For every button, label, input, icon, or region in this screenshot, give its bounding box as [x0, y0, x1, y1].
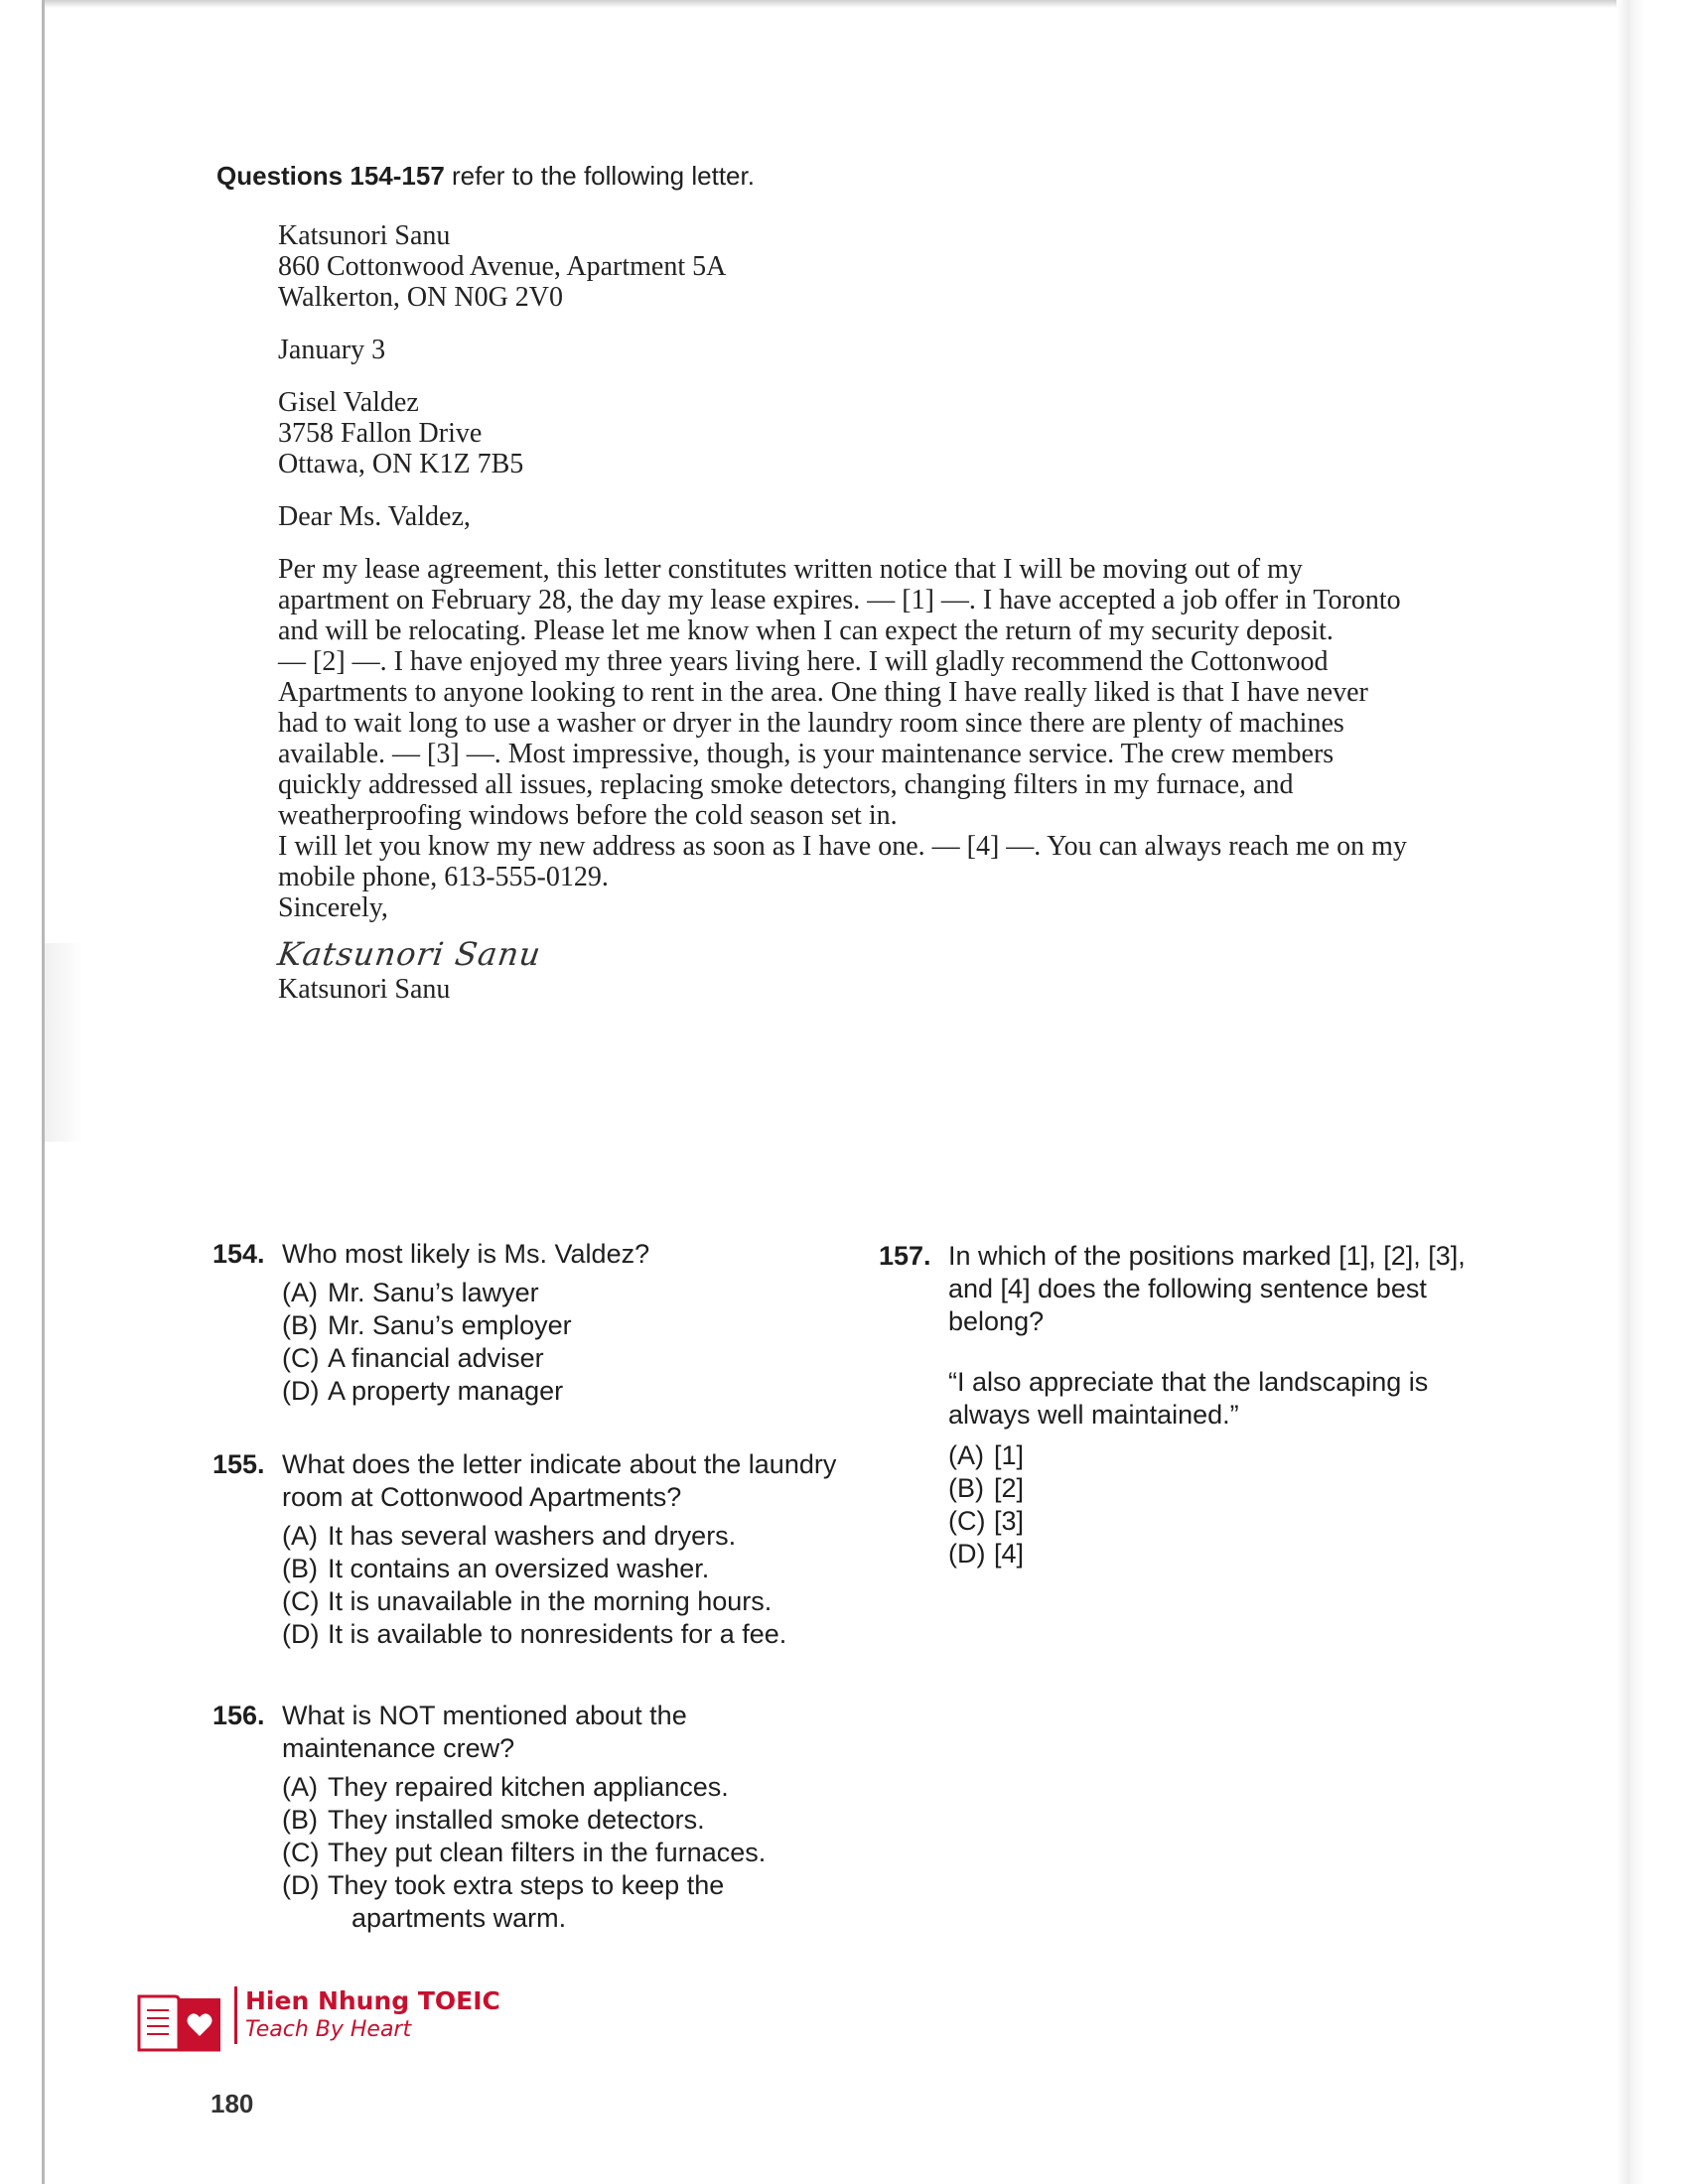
- question-text: Who most likely is Ms. Valdez?: [282, 1239, 650, 1269]
- scan-edge-top: [45, 0, 1633, 8]
- option-c[interactable]: (C) [3]: [948, 1506, 1025, 1536]
- question-text: What does the letter indicate about the laundry room at Cottonwood Apartments?: [282, 1449, 837, 1512]
- closing: Sincerely,: [278, 892, 388, 923]
- publisher-logo: [135, 1980, 532, 2060]
- salutation-text: Dear Ms. Valdez,: [278, 501, 471, 532]
- option-c[interactable]: (C) They put clean filters in the furnaces.: [282, 1838, 767, 1867]
- option-d[interactable]: (D) [4]: [948, 1539, 1025, 1569]
- answer-options: [282, 1277, 848, 1408]
- questions-intro: [216, 161, 755, 192]
- letter-date: [278, 335, 1410, 365]
- question-155: [212, 1448, 848, 1651]
- option-a[interactable]: (A) It has several washers and dryers.: [282, 1521, 737, 1551]
- scan-edge-right: [1617, 0, 1646, 2184]
- recipient-address: [278, 387, 1410, 479]
- option-c[interactable]: (C) It is unavailable in the morning hours.: [282, 1586, 773, 1616]
- recipient-city: Ottawa, ON K1Z 7B5: [278, 449, 524, 479]
- printed-name: Katsunori Sanu: [278, 974, 451, 1005]
- answer-options: [282, 1771, 767, 1935]
- question-157: [879, 1240, 1514, 1570]
- option-c[interactable]: (C) A financial adviser: [282, 1343, 544, 1373]
- question-number: 155.: [212, 1449, 265, 1479]
- recipient-name: Gisel Valdez: [278, 387, 419, 418]
- date-text: January 3: [278, 335, 386, 365]
- scan-shadow: [45, 943, 84, 1142]
- letter: [275, 220, 1410, 1005]
- option-b[interactable]: (B) Mr. Sanu’s employer: [282, 1310, 572, 1340]
- question-154: [212, 1238, 848, 1408]
- option-d[interactable]: (D) They took extra steps to keep the apartments warm.: [282, 1869, 739, 1935]
- intro-text: refer to the following letter.: [444, 161, 755, 191]
- question-text: What is NOT mentioned about the maintenance crew?: [282, 1701, 687, 1763]
- quoted-sentence: “I also appreciate that the landscaping is always well maintained.”: [948, 1367, 1429, 1430]
- answer-options: [948, 1439, 1499, 1570]
- page-number: 180: [211, 2089, 254, 2118]
- letter-paragraph-2: — [2] —. I have enjoyed my three years living here. I will gladly recommend the Cottonwood Apartments to anyone looking to rent in the area. One thing I have really liked is that I have never had to wait long to use a washer or dryer in the laundry room since there are plenty of machines available. — [3] —. Most impressive, though, is your maintenance service. The crew members quickly addressed all issues, replacing smoke detectors, changing filters in my furnace, and weatherproofing windows before the cold season set in.: [278, 646, 1368, 831]
- option-b[interactable]: (B) They installed smoke detectors.: [282, 1805, 705, 1835]
- book-heart-icon: [135, 1988, 224, 2054]
- option-a[interactable]: (A) Mr. Sanu’s lawyer: [282, 1278, 539, 1307]
- letter-paragraph-1: Per my lease agreement, this letter constitutes written notice that I will be moving out of my apartment on February 28, the day my lease expires. — [1] —. I have accepted a job offer in Toronto and will be relocating. Please let me know when I can expect the return of my security deposit.: [278, 554, 1401, 646]
- question-text: In which of the positions marked [1], [2], [3], and [4] does the following sentence best belong?: [948, 1241, 1466, 1336]
- brand-name: Hien Nhung TOEIC: [245, 1986, 500, 2015]
- option-a[interactable]: (A) [1]: [948, 1440, 1025, 1470]
- answer-options: [282, 1520, 838, 1651]
- questions-range: Questions 154-157: [216, 161, 445, 191]
- recipient-street: 3758 Fallon Drive: [278, 418, 483, 449]
- question-number: 154.: [212, 1239, 265, 1269]
- option-d[interactable]: (D) A property manager: [282, 1376, 564, 1406]
- brand-text: [234, 1986, 500, 2044]
- option-b[interactable]: (B) [2]: [948, 1473, 1025, 1503]
- brand-tagline: Teach By Heart: [245, 2017, 412, 2042]
- option-d-continuation: apartments warm.: [352, 1903, 567, 1933]
- sender-address: [278, 220, 1410, 313]
- sender-name: Katsunori Sanu: [278, 220, 451, 251]
- sender-city: Walkerton, ON N0G 2V0: [278, 282, 564, 313]
- question-number: 157.: [879, 1241, 931, 1271]
- option-d[interactable]: (D) It is available to nonresidents for a fee.: [282, 1619, 787, 1649]
- question-156: [212, 1700, 848, 1935]
- question-number: 156.: [212, 1701, 265, 1730]
- sender-street: 860 Cottonwood Avenue, Apartment 5A: [278, 251, 727, 282]
- option-b[interactable]: (B) It contains an oversized washer.: [282, 1554, 710, 1583]
- salutation: [278, 501, 1410, 532]
- option-a[interactable]: (A) They repaired kitchen appliances.: [282, 1772, 729, 1802]
- handwritten-signature: Katsunori Sanu: [275, 935, 544, 973]
- letter-paragraph-3: I will let you know my new address as soon as I have one. — [4] —. You can always reach me on my mobile phone, 613-555-0129.: [278, 831, 1407, 892]
